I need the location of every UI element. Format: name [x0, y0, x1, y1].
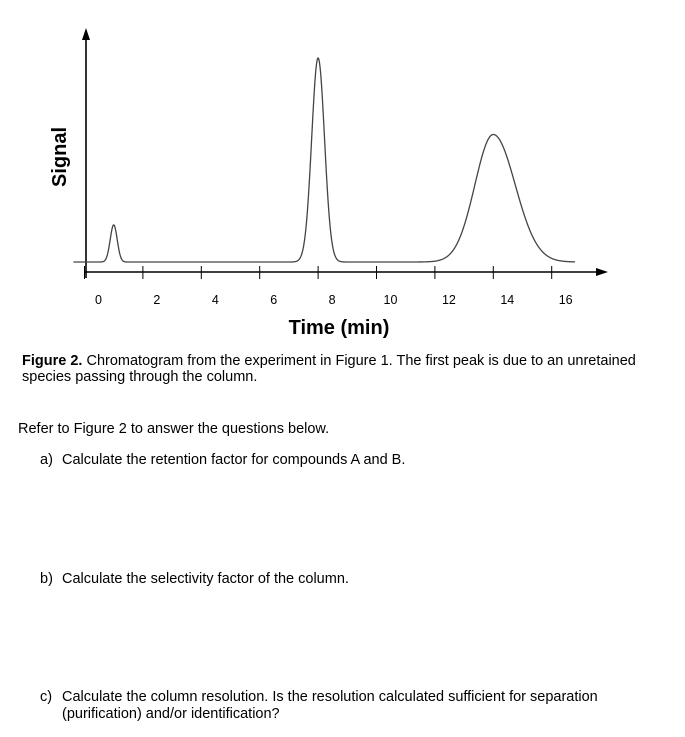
x-tick-label: 2	[153, 293, 161, 307]
x-tick-label: 10	[383, 293, 398, 307]
figure-caption	[22, 353, 662, 385]
question-b-text: Calculate the selectivity factor of the column.	[62, 571, 349, 587]
figure-caption-text: Chromatogram from the experiment in Figure 1. The first peak is due to an unretained species passing through the column.	[22, 353, 636, 385]
x-tick-label: 0	[95, 293, 102, 307]
question-c-text: Calculate the column resolution. Is the resolution calculated sufficient for separation (purification) and/or identification?	[62, 689, 598, 722]
instructions-text: Refer to Figure 2 to answer the questions below.	[18, 421, 330, 437]
figure-caption-label: Figure 2.	[22, 353, 83, 369]
x-tick-label: 6	[270, 293, 278, 307]
x-tick-label: 12	[441, 293, 456, 307]
x-axis-arrow	[596, 268, 608, 276]
chromatogram-trace	[73, 58, 575, 262]
x-tick-label: 4	[211, 293, 219, 307]
x-tick-label: 16	[558, 293, 573, 307]
question-a-text: Calculate the retention factor for compounds A and B.	[62, 452, 406, 468]
question-a-label: a)	[40, 452, 53, 468]
x-axis-label: Time (min)	[288, 317, 390, 339]
question-c	[40, 689, 652, 723]
question-b-label: b)	[40, 571, 53, 587]
x-tick-label: 14	[500, 293, 515, 307]
chart-axes	[82, 28, 608, 278]
signal-line	[73, 58, 575, 262]
x-tick-label: 8	[328, 293, 336, 307]
y-axis-arrow	[82, 28, 90, 40]
y-axis-label: Signal	[49, 126, 71, 188]
chromatogram-chart	[0, 0, 685, 345]
question-c-label: c)	[40, 689, 53, 705]
question-b	[40, 571, 652, 588]
question-a	[40, 452, 652, 469]
